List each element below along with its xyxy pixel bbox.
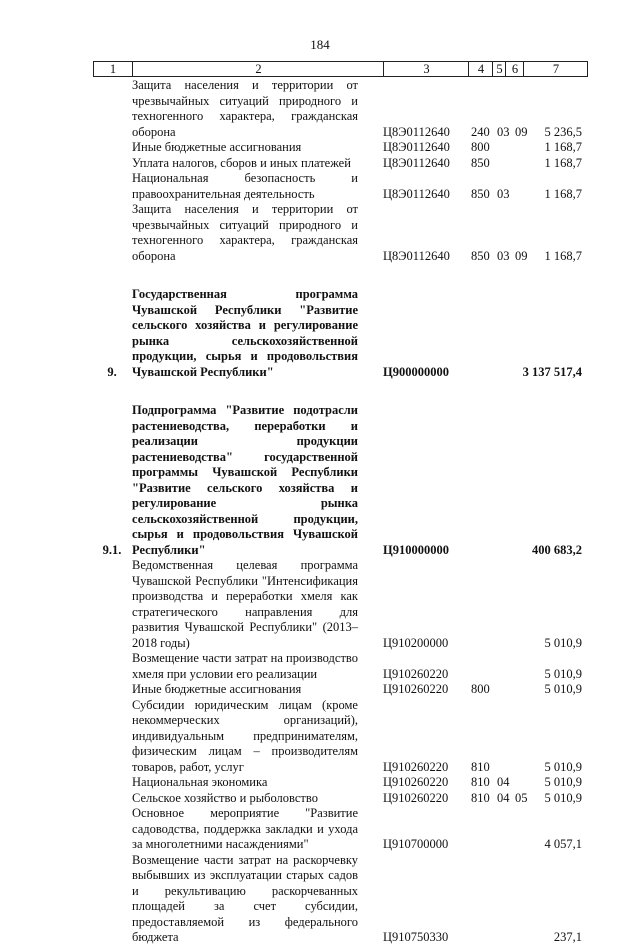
row-target-code: Ц910000000 [383, 542, 449, 557]
row-amount: 5 010,9 [544, 635, 582, 650]
row-target-code: Ц910700000 [383, 837, 449, 851]
row-name: Защита населения и территории от чрезвычайных ситуаций природного и техногенного характера, гражданская оборона [132, 78, 358, 139]
table-row [93, 682, 586, 698]
table-row [93, 140, 586, 156]
row-subsection: 09 [515, 248, 528, 263]
row-expense-type: 800 [471, 140, 490, 154]
row-amount: 1 168,7 [544, 248, 582, 263]
row-expense-type: 810 [471, 790, 490, 805]
row-expense-type: 850 [471, 248, 490, 263]
row-target-code: Ц910750330 [383, 930, 449, 944]
row-name: Основное мероприятие "Развитие садоводства, поддержка закладки и ухода за многолетними насаждениями" [132, 806, 358, 851]
row-target-code: Ц8Э0112640 [383, 155, 450, 170]
row-section: 04 [497, 775, 510, 789]
row-section: 04 [497, 790, 510, 805]
table-row [93, 156, 586, 172]
row-name: Сельское хозяйство и рыболовство [132, 790, 318, 805]
row-name: Национальная безопасность и правоохранительная деятельность [132, 171, 358, 201]
table-row [93, 775, 586, 791]
row-name: Ведомственная целевая программа Чувашской Республики "Интенсификация производства и переработки хмеля как стратегического направления для развития Чувашской Республики" (2013–2018 годы) [132, 558, 358, 650]
row-expense-type: 810 [471, 759, 490, 774]
row-expense-type: 800 [471, 682, 490, 696]
row-name: Возмещение части затрат на производство хмеля при условии его реализации [132, 651, 358, 681]
row-target-code: Ц900000000 [383, 364, 449, 379]
table-header [93, 61, 588, 77]
table-row [93, 78, 586, 140]
row-section: 03 [497, 186, 510, 201]
header-col-7: 7 [523, 62, 588, 76]
table-row [93, 698, 586, 776]
row-target-code: Ц8Э0112640 [383, 186, 450, 201]
row-name: Подпрограмма "Развитие подотрасли растениеводства, переработки и реализации продукции растениеводства" государственной программы Чувашской Республики "Развитие сельского хозяйства и регулирование рынка сельскохозяйственной продукции, сырья и продовольствия Чувашской Республики" [132, 403, 358, 557]
row-amount: 5 010,9 [544, 790, 582, 805]
row-expense-type: 850 [471, 186, 490, 201]
row-target-code: Ц8Э0112640 [383, 124, 450, 139]
row-amount: 5 010,9 [544, 759, 582, 774]
row-amount: 1 168,7 [544, 140, 582, 154]
row-name: Защита населения и территории от чрезвычайных ситуаций природного и техногенного характера, гражданская оборона [132, 202, 358, 263]
row-amount: 5 236,5 [544, 124, 582, 139]
row-amount: 4 057,1 [544, 837, 582, 851]
row-amount: 1 168,7 [544, 186, 582, 201]
row-subsection: 09 [515, 124, 528, 139]
row-amount: 5 010,9 [544, 775, 582, 789]
table-row [93, 791, 586, 807]
row-target-code: Ц910260220 [383, 775, 449, 789]
row-spacer [93, 380, 586, 403]
row-target-code: Ц910260220 [383, 759, 449, 774]
table-row [93, 558, 586, 651]
row-section: 03 [497, 124, 510, 139]
table-body [93, 78, 586, 946]
table-row [93, 651, 586, 682]
table-row [93, 403, 586, 558]
header-col-1: 1 [109, 62, 117, 76]
row-name: Национальная экономика [132, 775, 268, 789]
row-amount: 3 137 517,4 [522, 364, 582, 379]
table-row [93, 806, 586, 853]
row-amount: 237,1 [553, 930, 582, 944]
row-name: Возмещение части затрат на раскорчевку выбывших из эксплуатации старых садов и рекультивацию раскорчеванных площадей за счет субсидии, предоставляемой из федерального бюджета [132, 852, 358, 944]
row-amount: 400 683,2 [532, 542, 582, 557]
row-target-code: Ц910260220 [383, 682, 449, 696]
row-amount: 5 010,9 [544, 666, 582, 681]
row-name: Государственная программа Чувашской Республики "Развитие сельского хозяйства и регулирование рынка сельскохозяйственной продукции, сырья и продовольствия Чувашской Республики" [132, 287, 358, 379]
row-expense-type: 240 [471, 124, 490, 139]
row-target-code: Ц8Э0112640 [383, 140, 450, 154]
row-number: 9. [107, 364, 117, 379]
header-col-6: 6 [505, 62, 524, 76]
header-col-3: 3 [383, 62, 469, 76]
table-row [93, 287, 586, 380]
table-row [93, 853, 586, 946]
row-name: Иные бюджетные ассигнования [132, 140, 302, 154]
table-row [93, 202, 586, 264]
row-number: 9.1. [102, 542, 122, 557]
row-target-code: Ц910260220 [383, 666, 449, 681]
table-row [93, 171, 586, 202]
row-expense-type: 810 [471, 775, 490, 789]
row-name: Иные бюджетные ассигнования [132, 682, 302, 696]
row-expense-type: 850 [471, 155, 490, 170]
row-name: Уплата налогов, сборов и иных платежей [132, 155, 351, 170]
page-number: 184 [310, 37, 330, 52]
row-amount: 5 010,9 [544, 682, 582, 696]
header-col-2: 2 [132, 62, 384, 76]
row-section: 03 [497, 248, 510, 263]
row-name: Субсидии юридическим лицам (кроме некоммерческих организаций), индивидуальным предпринимателям, физическим лицам – производителям товаров, работ, услуг [132, 697, 358, 774]
row-spacer [93, 264, 586, 287]
row-amount: 1 168,7 [544, 155, 582, 170]
header-col-4: 4 [468, 62, 493, 76]
row-subsection: 05 [515, 790, 528, 805]
row-target-code: Ц910260220 [383, 790, 449, 805]
row-target-code: Ц8Э0112640 [383, 248, 450, 263]
row-target-code: Ц910200000 [383, 635, 449, 650]
header-col-5: 5 [492, 62, 506, 76]
